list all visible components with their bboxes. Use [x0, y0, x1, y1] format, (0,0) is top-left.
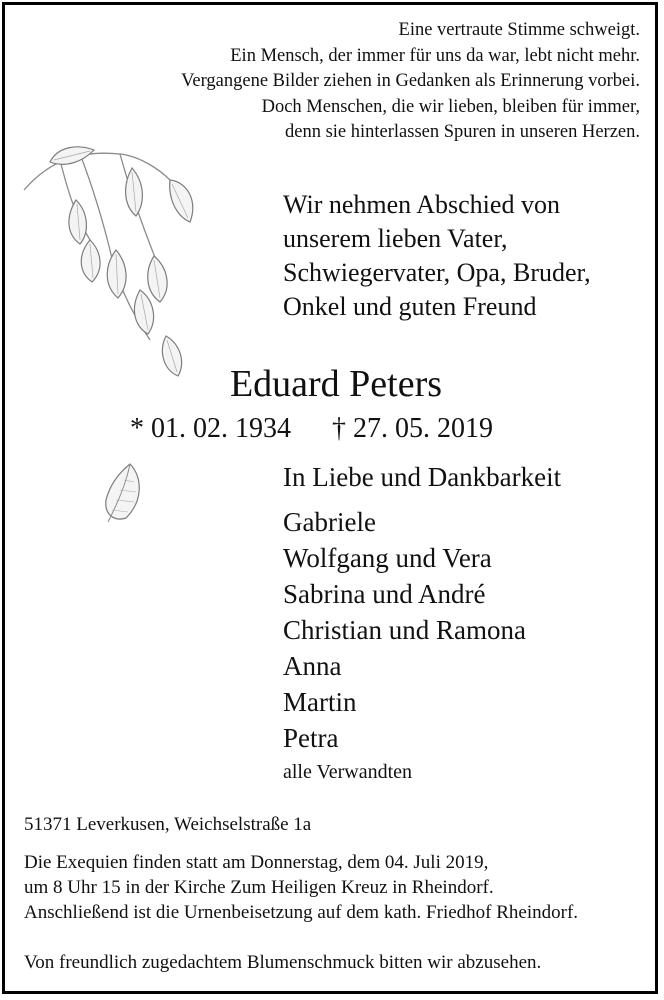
- intro-line: Onkel und guten Freund: [283, 292, 537, 321]
- relatives-line: alle Verwandten: [283, 761, 413, 783]
- deceased-name: Eduard Peters: [229, 363, 443, 405]
- family-address: 51371 Leverkusen, Weichselstraße 1a: [24, 814, 312, 835]
- intro-line: Schwiegervater, Opa, Bruder,: [283, 258, 591, 287]
- life-dates: [130, 410, 493, 448]
- intro-line: unserem lieben Vater,: [283, 224, 508, 253]
- birth-date: * 01. 02. 1934: [130, 413, 291, 444]
- poem: [40, 18, 640, 146]
- thanks-line: In Liebe und Dankbarkeit: [283, 462, 562, 492]
- mourner-name: Christian und Ramona: [283, 615, 526, 645]
- mourner-name: Gabriele: [283, 507, 376, 537]
- death-date: † 27. 05. 2019: [332, 413, 493, 444]
- poem-line: Vergangene Bilder ziehen in Gedanken als Erinnerung vorbei.: [181, 71, 640, 91]
- poem-line: Ein Mensch, der immer für uns da war, lebt nicht mehr.: [230, 45, 640, 66]
- poem-line: Eine vertraute Stimme schweigt.: [398, 20, 640, 40]
- mourner-name: Martin: [283, 687, 357, 717]
- intro-line: Wir nehmen Abschied von: [283, 190, 560, 219]
- mourner-name: Petra: [283, 723, 339, 753]
- mourner-name: Anna: [283, 651, 342, 681]
- falling-leaf-illustration: [96, 460, 146, 526]
- mourner-name: Sabrina und André: [283, 579, 486, 609]
- mourner-name: Wolfgang und Vera: [283, 543, 492, 573]
- service-info: [24, 850, 578, 925]
- poem-line: denn sie hinterlassen Spuren in unseren Herzen.: [285, 122, 640, 142]
- farewell-intro: [283, 188, 643, 324]
- mourners-block: [283, 458, 643, 786]
- service-info-line: Die Exequien finden statt am Donnerstag, dem 04. Juli 2019,: [24, 852, 489, 873]
- poem-line: Doch Menschen, die wir lieben, bleiben für immer,: [261, 96, 640, 117]
- service-info-line: Anschließend ist die Urnenbeisetzung auf dem kath. Friedhof Rheindorf.: [24, 902, 579, 923]
- service-info-line: um 8 Uhr 15 in der Kirche Zum Heiligen Kreuz in Rheindorf.: [24, 877, 494, 898]
- mourner-list: [283, 504, 643, 756]
- flower-note: Von freundlich zugedachtem Blumenschmuck bitten wir abzusehen.: [24, 952, 542, 973]
- birch-branch-illustration: [20, 140, 200, 380]
